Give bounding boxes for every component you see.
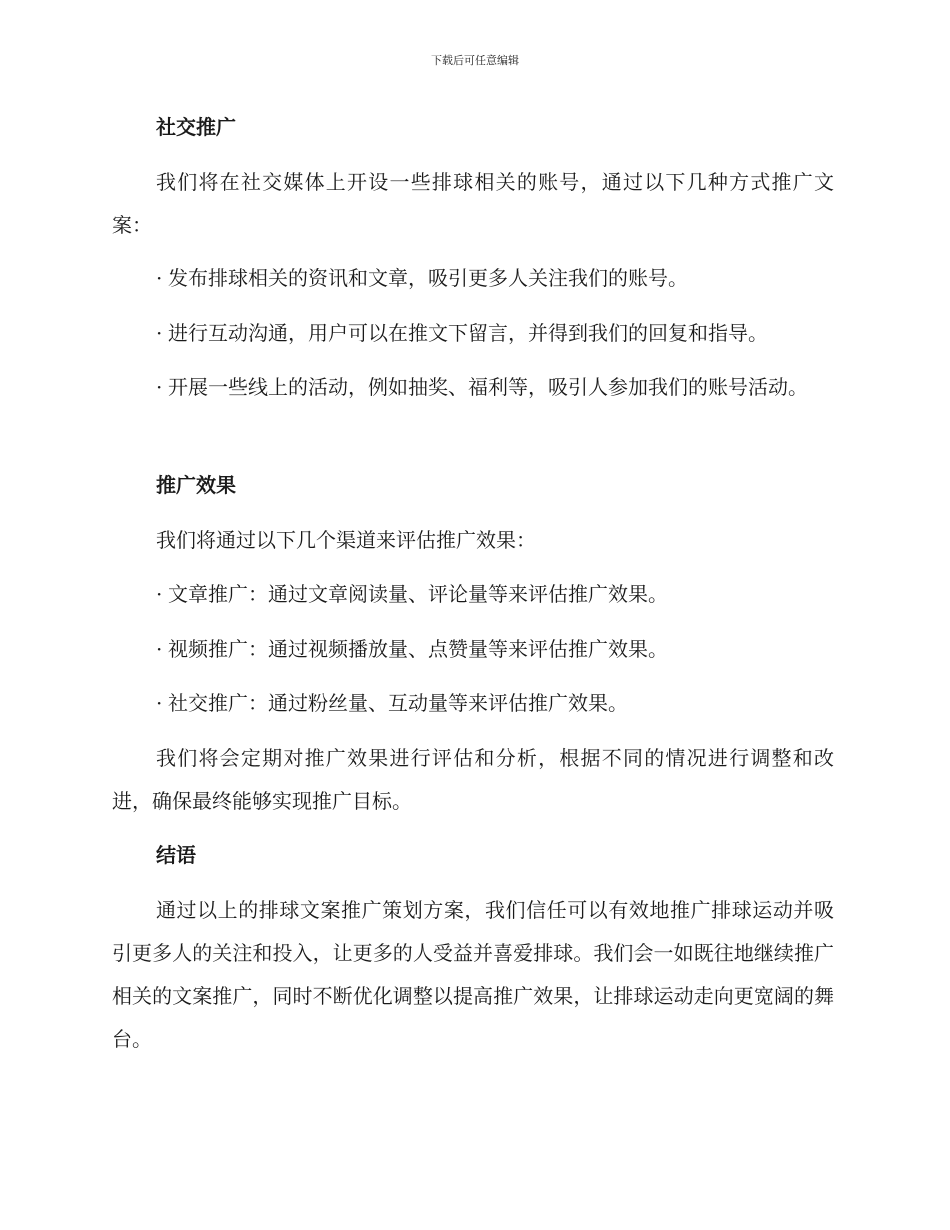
bullet-text: 社交推广：通过粉丝量、互动量等来评估推广效果。 <box>168 691 628 715</box>
section-heading-social: 社交推广 <box>156 115 236 139</box>
section-body-conclusion: 通过以上的排球文案推广策划方案，我们信任可以有效地推广排球运动并吸引更多人的关注和投入，让更多的人受益并喜爱排球。我们会一如既往地继续推广相关的文案推广，同时不断优化调整以提高推广效果，让排球运动走向更宽阔的舞台。 <box>112 898 834 1051</box>
section-intro-social: 我们将在社交媒体上开设一些排球相关的账号，通过以下几种方式推广文案： <box>112 170 834 237</box>
bullet-item <box>112 366 834 409</box>
bullet-marker: · <box>156 266 163 290</box>
bullet-marker: · <box>156 637 163 661</box>
bullet-item <box>112 573 834 616</box>
bullet-marker: · <box>156 375 163 399</box>
bullet-text: 进行互动沟通，用户可以在推文下留言，并得到我们的回复和指导。 <box>168 321 768 345</box>
section-closing-effect: 我们将会定期对推广效果进行评估和分析，根据不同的情况进行调整和改进，确保最终能够实现推广目标。 <box>112 746 834 813</box>
bullet-item <box>112 312 834 355</box>
section-intro-effect: 我们将通过以下几个渠道来评估推广效果： <box>156 528 536 552</box>
bullet-item <box>112 257 834 300</box>
bullet-item <box>112 682 834 725</box>
section-heading-conclusion: 结语 <box>156 843 196 867</box>
bullet-text: 视频推广：通过视频播放量、点赞量等来评估推广效果。 <box>168 637 668 661</box>
bullet-text: 发布排球相关的资讯和文章，吸引更多人关注我们的账号。 <box>168 266 688 290</box>
bullet-marker: · <box>156 582 163 606</box>
bullet-item <box>112 628 834 671</box>
bullet-marker: · <box>156 691 163 715</box>
bullet-text: 开展一些线上的活动，例如抽奖、福利等，吸引人参加我们的账号活动。 <box>168 375 808 399</box>
section-heading-effect: 推广效果 <box>156 473 236 497</box>
page-header: 下载后可任意编辑 <box>431 54 519 67</box>
bullet-text: 文章推广：通过文章阅读量、评论量等来评估推广效果。 <box>168 582 668 606</box>
bullet-marker: · <box>156 321 163 345</box>
